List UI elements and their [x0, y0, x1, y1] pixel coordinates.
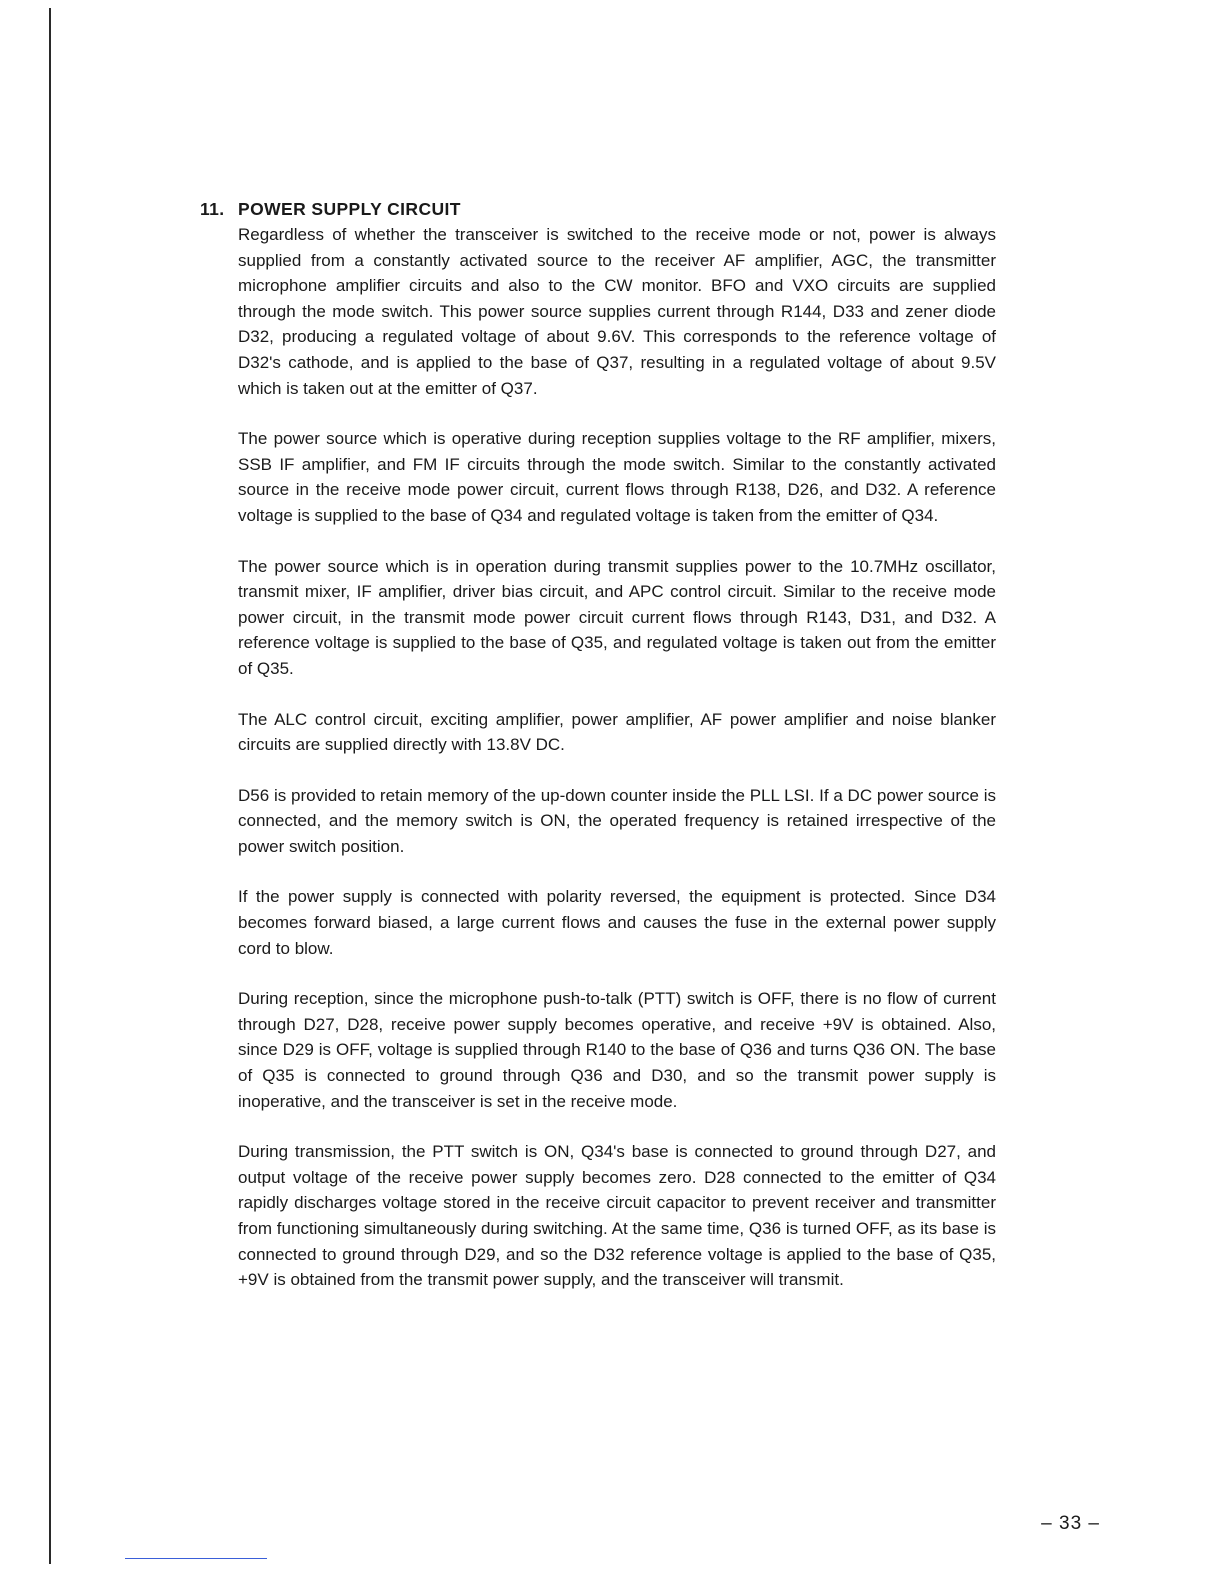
paragraph-reverse-polarity: If the power supply is connected with polarity reversed, the equipment is protected. Since D34 becomes forward biased, a large current flows and causes the fuse in the external power supply cord to blow. [238, 887, 996, 958]
paragraph-transmit-supply: The power source which is in operation during transmit supplies power to the 10.7MHz oscillator, transmit mixer, IF amplifier, driver bias circuit, and APC control circuit. Similar to the receive mode power circuit, in the transmit mode power circuit current flows through R143, D31, and D32. A reference voltage is supplied to the base of Q35, and regulated voltage is taken out from the emitter of Q35. [238, 556, 996, 678]
footer-rule [125, 1558, 267, 1559]
paragraph-receive-supply: The power source which is operative during reception supplies voltage to the RF amplifier, mixers, SSB IF amplifier, and FM IF circuits through the mode switch. Similar to the constantly activated source in the receive mode power circuit, current flows through R138, D26, and D32. A reference voltage is supplied to the base of Q34 and regulated voltage is taken from the emitter of Q34. [238, 429, 996, 525]
section-body [238, 222, 996, 1293]
section-number: 11. [200, 199, 225, 219]
paragraph-always-on-supply: Regardless of whether the transceiver is switched to the receive mode or not, power is always supplied from a constantly activated source to the receiver AF amplifier, AGC, the transmitter microphone amplifier circuits and also to the CW monitor. BFO and VXO circuits are supplied through the mode switch. This power source supplies current through R144, D33 and zener diode D32, producing a regulated voltage of about 9.6V. This corresponds to the reference voltage of D32's cathode, and is applied to the base of Q37, resulting in a regulated voltage of about 9.5V which is taken out at the emitter of Q37. [238, 225, 996, 398]
section-title: POWER SUPPLY CIRCUIT [238, 199, 461, 219]
paragraph-direct-supply: The ALC control circuit, exciting amplifier, power amplifier, AF power amplifier and noise blanker circuits are supplied directly with 13.8V DC. [238, 709, 996, 755]
paragraph-reception-switching: During reception, since the microphone push-to-talk (PTT) switch is OFF, there is no flow of current through D27, D28, receive power supply becomes operative, and receive +9V is obtained. Also, since D29 is OFF, voltage is supplied through R140 to the base of Q36 and turns Q36 ON. The base of Q35 is connected to ground through Q36 and D30, and so the transmit power supply is inoperative, and the transceiver is set in the receive mode. [238, 989, 996, 1111]
page-number: – 33 – [1041, 1513, 1100, 1534]
paragraph-transmission-switching: During transmission, the PTT switch is ON, Q34's base is connected to ground through D27, and output voltage of the receive power supply becomes zero. D28 connected to the emitter of Q34 rapidly discharges voltage stored in the receive circuit capacitor to prevent receiver and transmitter from functioning simultaneously during switching. At the same time, Q36 is turned OFF, as its base is connected to ground through D29, and so the D32 reference voltage is applied to the base of Q35, +9V is obtained from the transmit power supply, and the transceiver will transmit. [238, 1142, 996, 1290]
paragraph-memory-backup: D56 is provided to retain memory of the up-down counter inside the PLL LSI. If a DC power source is connected, and the memory switch is ON, the operated frequency is retained irrespective of the power switch position. [238, 785, 996, 856]
power-supply-section [200, 196, 996, 1293]
binding-margin-line [49, 8, 51, 1564]
section-heading [200, 196, 996, 222]
